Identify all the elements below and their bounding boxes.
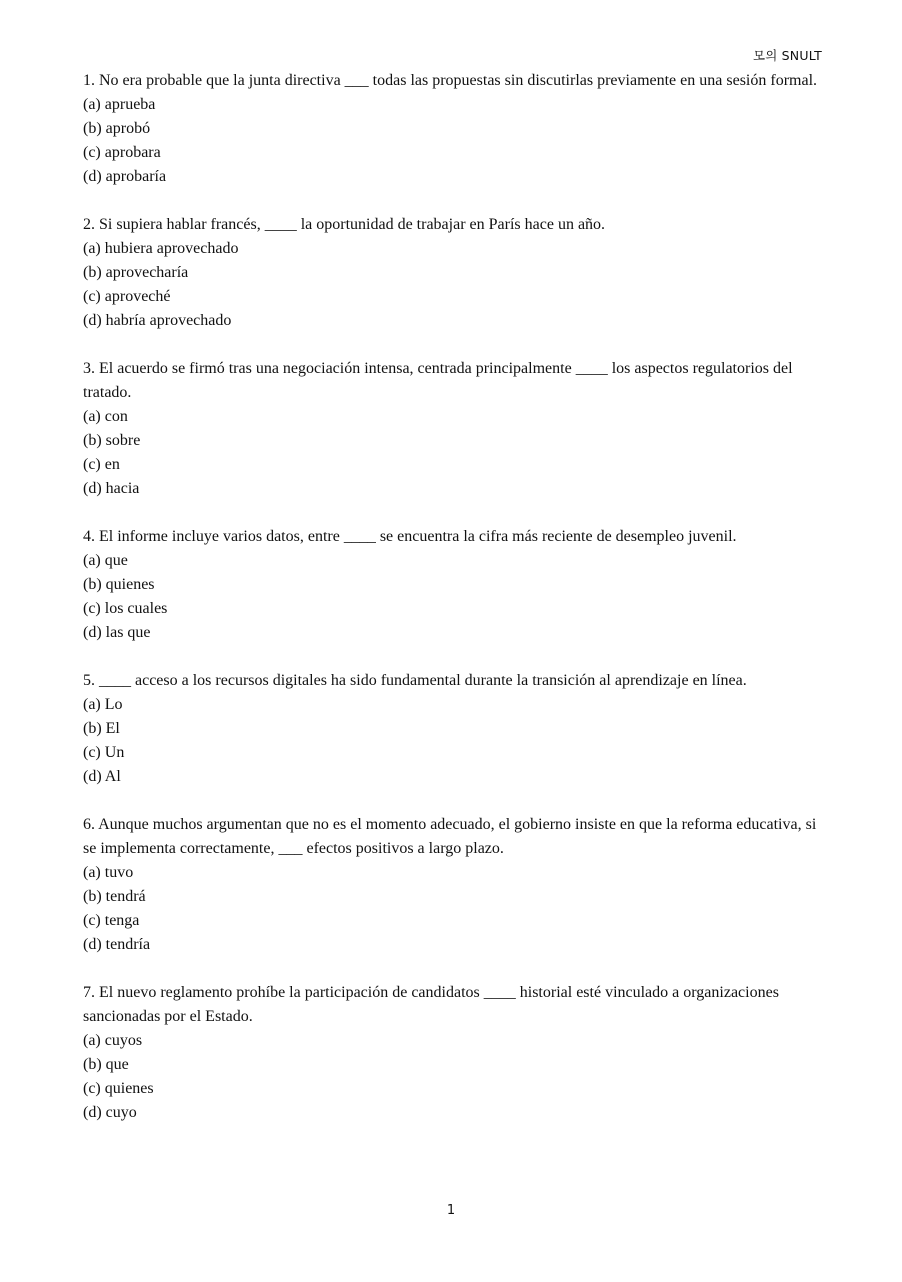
option-d: (d) tendría	[83, 936, 151, 953]
option-d: (d) Al	[83, 768, 121, 785]
question-7	[83, 981, 825, 1125]
option-b: (b) que	[83, 1056, 129, 1073]
question-stem: 6. Aunque muchos argumentan que no es el momento adecuado, el gobierno insiste en que la reforma educativa, si se implementa correctamente, ___ efectos positivos a largo plazo.	[83, 816, 817, 857]
option-a: (a) que	[83, 552, 128, 569]
option-b: (b) sobre	[83, 432, 141, 449]
question-stem: 3. El acuerdo se firmó tras una negociación intensa, centrada principalmente ____ los aspectos regulatorios del tratado.	[83, 360, 793, 401]
question-stem: 5. ____ acceso a los recursos digitales ha sido fundamental durante la transición al aprendizaje en línea.	[83, 672, 747, 689]
option-a: (a) hubiera aprovechado	[83, 240, 239, 257]
question-stem: 4. El informe incluye varios datos, entre ____ se encuentra la cifra más reciente de desempleo juvenil.	[83, 528, 737, 545]
option-a: (a) tuvo	[83, 864, 134, 881]
option-d: (d) habría aprovechado	[83, 312, 232, 329]
option-d: (d) las que	[83, 624, 151, 641]
option-c: (c) tenga	[83, 912, 140, 929]
question-stem: 7. El nuevo reglamento prohíbe la participación de candidatos ____ historial esté vinculado a organizaciones sancionadas por el Estado.	[83, 984, 779, 1025]
question-4	[83, 525, 825, 645]
question-1	[83, 69, 825, 189]
option-b: (b) aprobó	[83, 120, 151, 137]
option-a: (a) con	[83, 408, 128, 425]
question-5	[83, 669, 825, 789]
question-list	[83, 69, 825, 1125]
option-c: (c) en	[83, 456, 120, 473]
question-3	[83, 357, 825, 501]
option-c: (c) aprobara	[83, 144, 161, 161]
page-header: 모의 SNULT	[752, 48, 822, 63]
option-c: (c) aproveché	[83, 288, 171, 305]
option-a: (a) aprueba	[83, 96, 156, 113]
option-c: (c) los cuales	[83, 600, 168, 617]
option-b: (b) quienes	[83, 576, 155, 593]
option-c: (c) quienes	[83, 1080, 154, 1097]
option-d: (d) aprobaría	[83, 168, 167, 185]
page-number: 1	[446, 1203, 456, 1218]
option-a: (a) cuyos	[83, 1032, 143, 1049]
option-b: (b) aprovecharía	[83, 264, 189, 281]
option-a: (a) Lo	[83, 696, 123, 713]
option-d: (d) cuyo	[83, 1104, 137, 1121]
option-b: (b) El	[83, 720, 120, 737]
question-stem: 1. No era probable que la junta directiva ___ todas las propuestas sin discutirlas previamente en una sesión formal.	[83, 72, 818, 89]
question-2	[83, 213, 825, 333]
option-b: (b) tendrá	[83, 888, 146, 905]
option-c: (c) Un	[83, 744, 125, 761]
question-stem: 2. Si supiera hablar francés, ____ la oportunidad de trabajar en París hace un año.	[83, 216, 606, 233]
question-6	[83, 813, 825, 957]
option-d: (d) hacia	[83, 480, 140, 497]
